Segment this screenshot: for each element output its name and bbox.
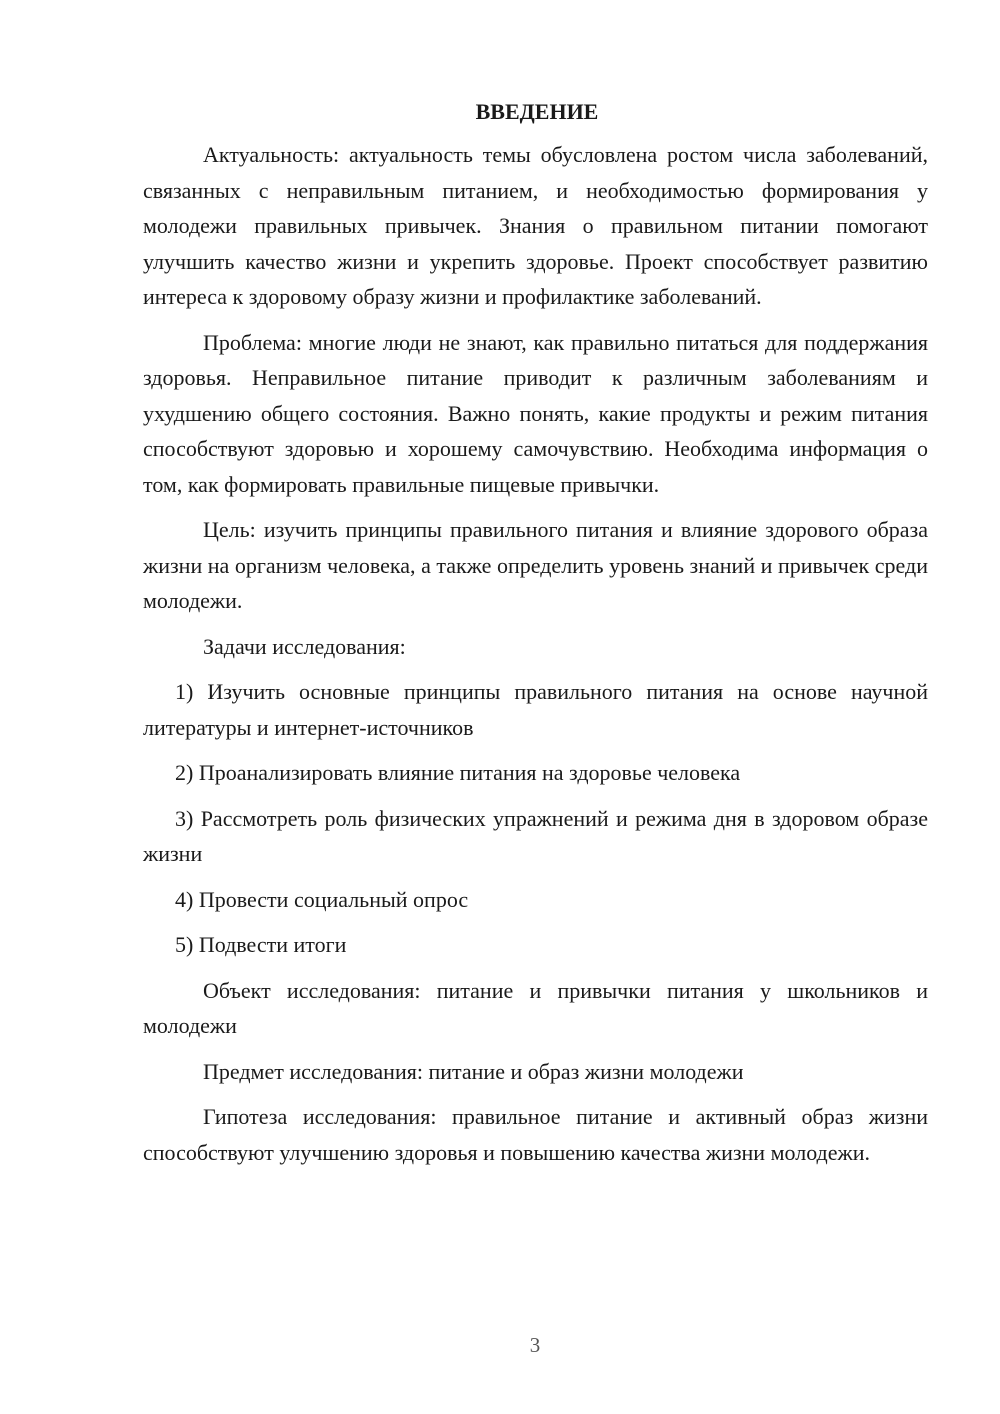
paragraph-subject: Предмет исследования: питание и образ жизни молодежи	[203, 1058, 744, 1084]
document-page	[143, 94, 928, 1180]
task-item-1: 1) Изучить основные принципы правильного питания на основе научной литературы и интернет-источников	[143, 679, 928, 740]
task-item-3: 3) Рассмотреть роль физических упражнений и режима дня в здоровом образе жизни	[143, 805, 928, 866]
task-item-2: 2) Проанализировать влияние питания на здоровье человека	[175, 760, 741, 785]
task-item-5: 5) Подвести итоги	[175, 932, 347, 957]
paragraph-hypothesis: Гипотеза исследования: правильное питание и активный образ жизни способствуют улучшению здоровья и повышению качества жизни молодежи.	[143, 1104, 928, 1165]
paragraph-object: Объект исследования: питание и привычки питания у школьников и молодежи	[143, 977, 928, 1038]
page-number: 3	[529, 1333, 541, 1357]
task-item-4: 4) Провести социальный опрос	[175, 886, 469, 912]
paragraph-problem: Проблема: многие люди не знают, как правильно питаться для поддержания здоровья. Неправильное питание приводит к различным заболеваниям и ухудшению общего состояния. Важно понять, какие продукты и режим питания способствуют здоровью и хорошему самочувствию. Необходима информация о том, как формировать правильные пищевые привычки.	[143, 329, 928, 497]
paragraph-tasks-heading: Задачи исследования:	[203, 633, 406, 659]
paragraph-goal: Цель: изучить принципы правильного питания и влияние здорового образа жизни на организм человека, а также определить уровень знаний и привычек среди молодежи.	[143, 517, 928, 613]
page-title: ВВЕДЕНИЕ	[475, 99, 599, 124]
paragraph-relevance: Актуальность: актуальность темы обусловлена ростом числа заболеваний, связанных с неправильным питанием, и необходимостью формирования у молодежи правильных привычек. Знания о правильном питании помогают улучшить качество жизни и укрепить здоровье. Проект способствует развитию интереса к здоровому образу жизни и профилактике заболеваний.	[143, 142, 928, 309]
